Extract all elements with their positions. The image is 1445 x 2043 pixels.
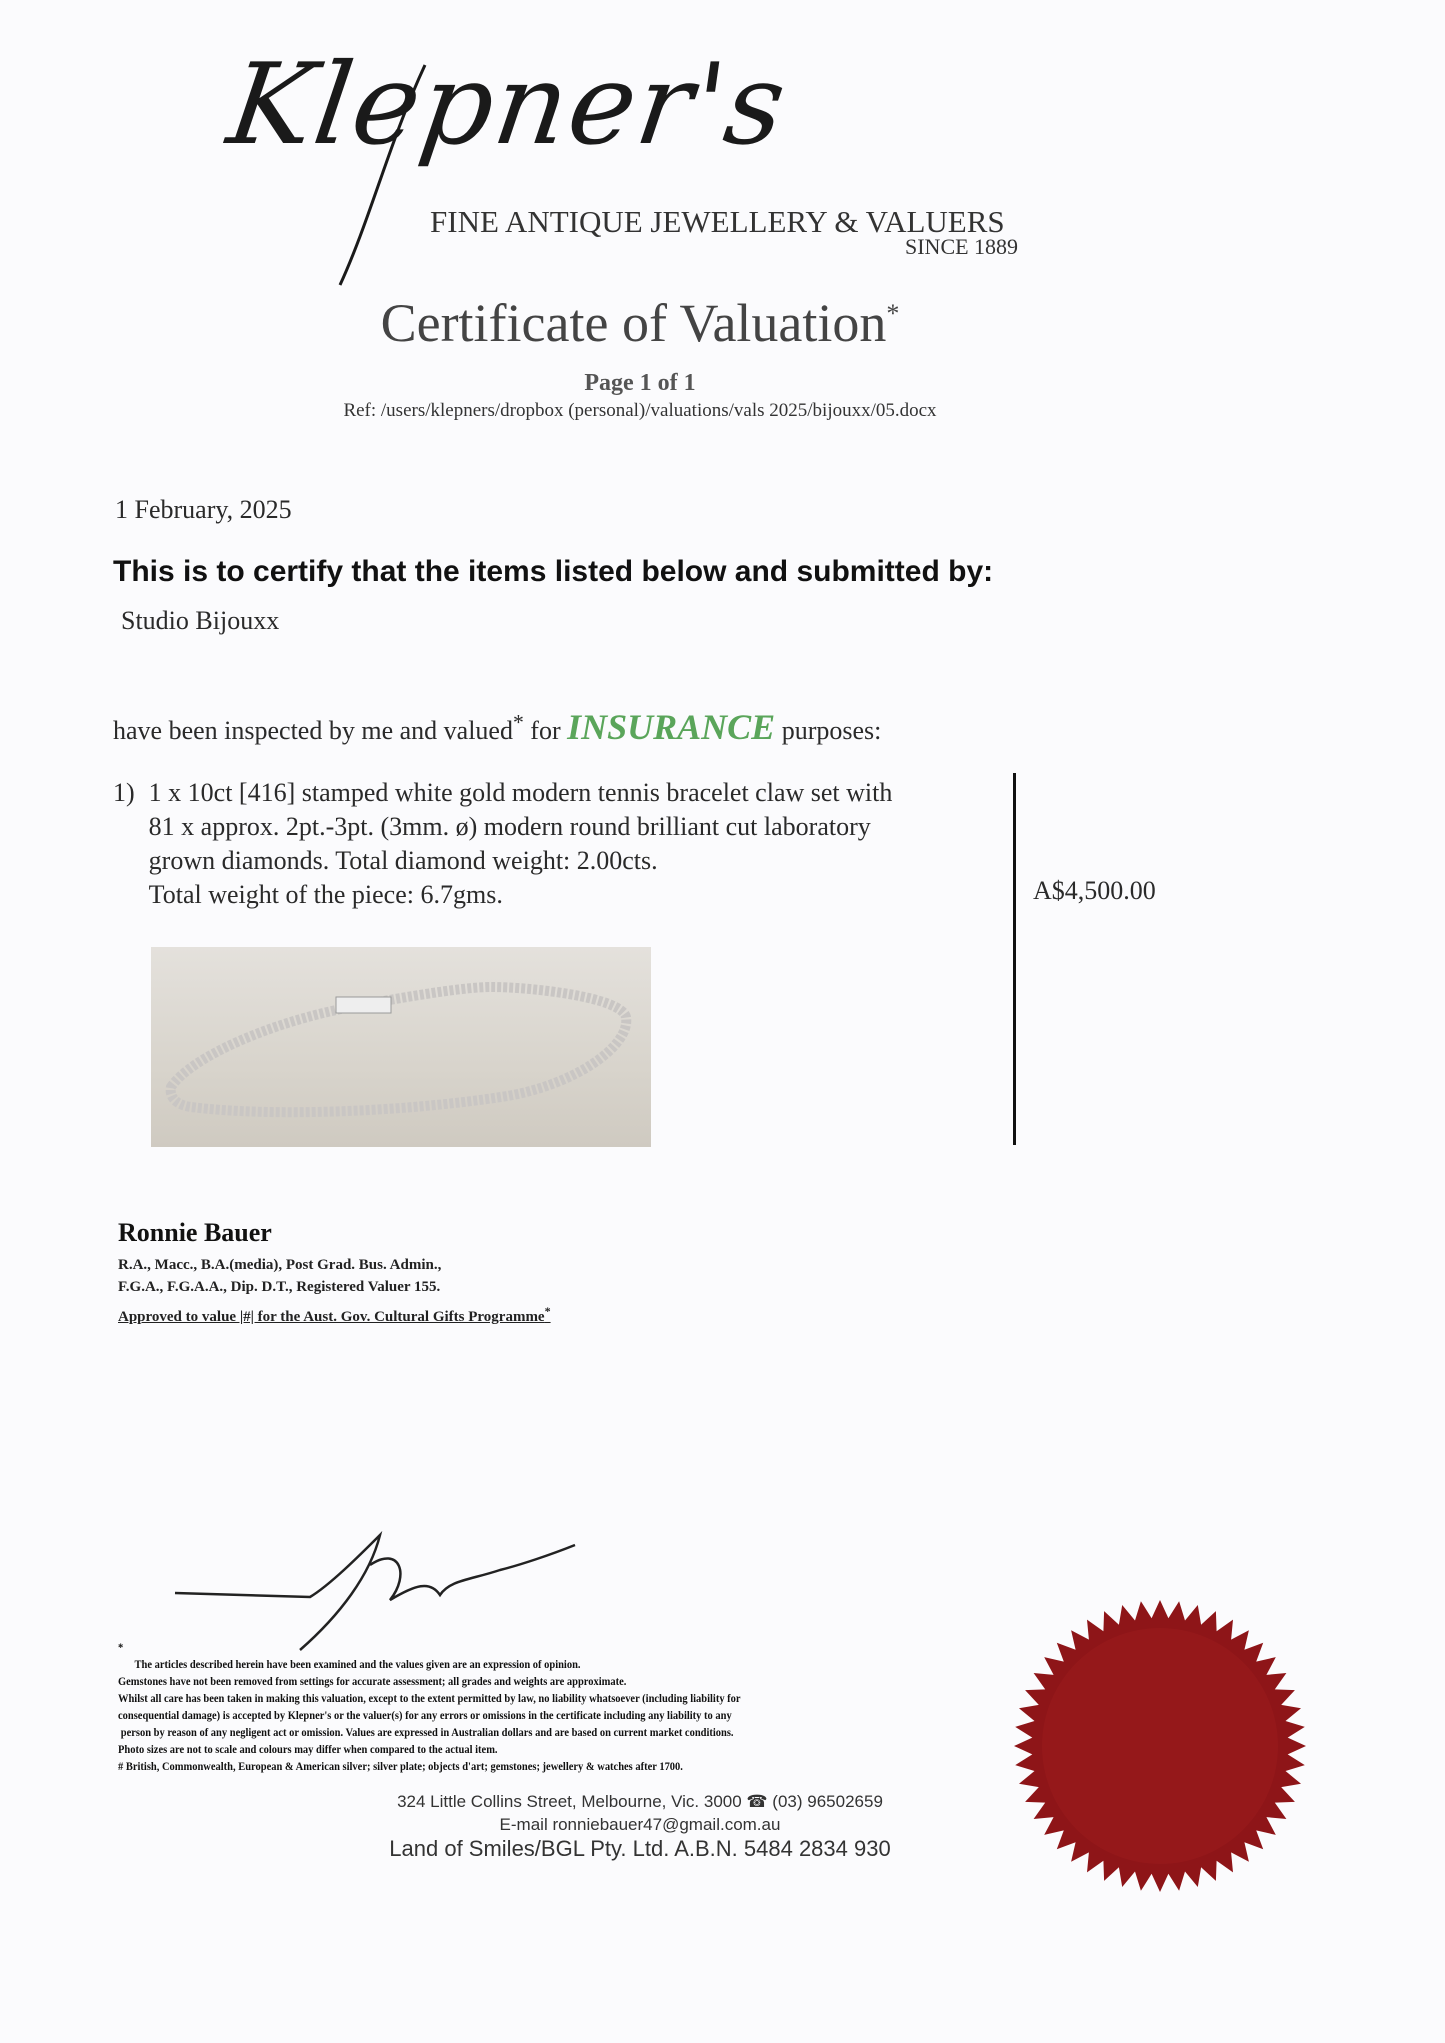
column-divider [1013,773,1016,1145]
wax-seal [1010,1596,1310,1896]
footer-email: E-mail ronniebauer47@gmail.com.au [499,1815,781,1834]
valuer-qualifications: R.A., Macc., B.A.(media), Post Grad. Bus. Admin., F.G.A., F.G.A.A., Dip. D.T., Registered Valuer 155. [118,1257,442,1295]
tagline: FINE ANTIQUE JEWELLERY & VALUERS [430,204,1005,239]
footer-company: Land of Smiles/BGL Pty. Ltd. A.B.N. 5484 2834 930 [389,1836,891,1861]
client-name: Studio Bijouxx [121,606,280,635]
inspection-statement: have been inspected by me and valued* for INSURANCE purposes: [113,707,882,747]
approval-statement: Approved to value |#| for the Aust. Gov. Cultural Gifts Programme* [118,1304,551,1325]
purpose-label: INSURANCE [567,707,776,747]
signature [170,1525,580,1655]
document-date: 1 February, 2025 [115,495,292,524]
bracelet-photo [151,947,651,1147]
item-number: 1) [113,778,135,807]
item-value: A$4,500.00 [1033,876,1156,905]
valuer-name: Ronnie Bauer [118,1218,272,1247]
certificate-title: Certificate of Valuation* [380,293,900,353]
item-1 [113,776,892,912]
since-year: SINCE 1889 [905,234,1019,259]
klepners-logo: Klepner's [220,40,795,170]
footer-address: 324 Little Collins Street, Melbourne, Vic. 3000 ☎ (03) 96502659 [397,1792,883,1811]
certify-heading: This is to certify that the items listed below and submitted by: [113,555,994,588]
item-description: 1 x 10ct [416] stamped white gold modern tennis bracelet claw set with 81 x approx. 2pt.-3pt. (3mm. ø) modern round brilliant cut laboratory grown diamonds. Total diamond weight: 2.00cts. Total weight of the piece: 6.7gms. [148,778,893,909]
file-reference: Ref: /users/klepners/dropbox (personal)/valuations/vals 2025/bijouxx/05.docx [343,400,937,421]
page-number: Page 1 of 1 [584,370,696,396]
disclaimer: * The articles described herein have been examined and the values given are an expression of opinion. Gemstones have not been removed from settings for accurate assessment; all grades and weights are approximate. Whilst all care has been taken in making this valuation, except to the extent permitted by law, no liability whatsoever (including liability for consequential damage) is accepted by Klepner's or the valuer(s) for any errors or omissions in the certificate including any liability to any person by reason of any negligent act or omission. Values are expressed in Australian dollars and are based on current market conditions. Photo sizes are not to scale and colours may differ when compared to the actual item. # British, Commonwealth, European & American silver; silver plate; objects d'art; gemstones; jewellery & watches after 1700. [118,1642,741,1773]
logo-flourish [330,60,450,290]
